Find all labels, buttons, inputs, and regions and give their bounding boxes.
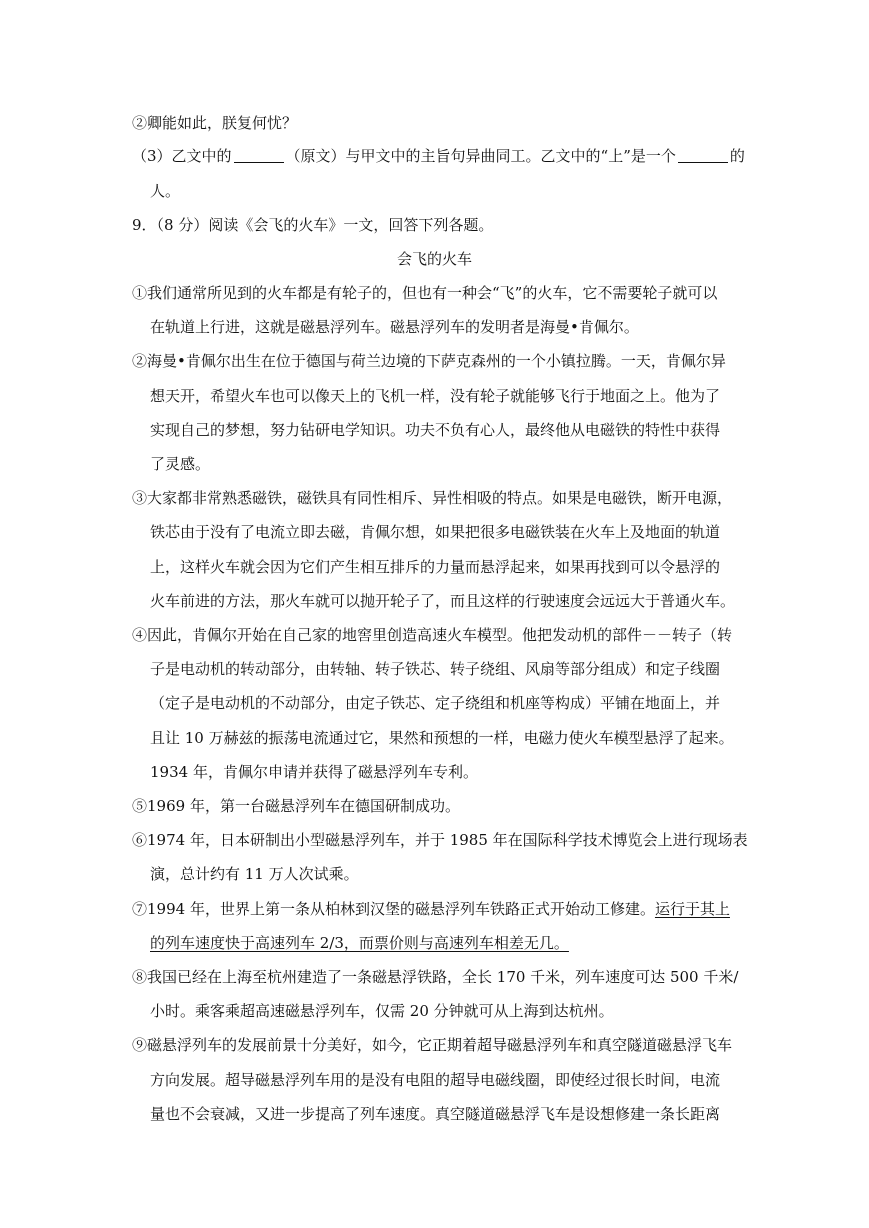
article-title: 会飞的火车 [396,250,472,268]
paragraph-4-line: 子是电动机的转动部分，由转轴、转子铁芯、转子绕组、风扇等部分组成）和定子线圈 [150,660,721,678]
paragraph-2-line: ②海曼•肯佩尔出生在位于德国与荷兰边境的下萨克森州的一个小镇拉腾。一天，肯佩尔异 [132,352,726,370]
q8-item-2: ②卿能如此，朕复何忧？ [132,114,298,132]
q8-3-text-3: 的 [729,147,745,165]
q8-question-3-cont: 人。 [150,182,181,200]
q9-intro: 9．（8 分）阅读《会飞的火车》一文，回答下列各题。 [132,216,494,234]
paragraph-8-line: 小时。乘客乘超高速磁悬浮列车，仅需 20 分钟就可从上海到达杭州。 [150,1002,614,1020]
q8-3-text-1: （3）乙文中的 [132,147,232,165]
paragraph-2-line: 想天开，希望火车也可以像天上的飞机一样，没有轮子就能够飞行于地面之上。他为了 [150,387,721,405]
paragraph-3-line: 上，这样火车就会因为它们产生相互排斥的力量而悬浮起来，如果再找到可以令悬浮的 [150,558,721,576]
answer-blank-1[interactable] [234,148,284,163]
paragraph-2-line: 了灵感。 [150,455,211,473]
paragraph-9-line: 量也不会衰减，又进一步提高了列车速度。真空隧道磁悬浮飞车是设想修建一条长距离 [150,1105,721,1123]
underlined-sentence-cont: 的列车速度快于高速列车 2/3，而票价则与高速列车相差无几。 [150,934,569,952]
underlined-sentence: 运行于其上 [654,900,730,918]
paragraph-4-line: （定子是电动机的不动部分，由定子铁芯、定子绕组和机座等构成）平铺在地面上，并 [150,694,721,712]
paragraph-6-line: 演，总计约有 11 万人次试乘。 [150,865,359,883]
paragraph-8-line: ⑧我国已经在上海至杭州建造了一条磁悬浮铁路，全长 170 千米，列车速度可达 500 千米/ [132,968,739,986]
paragraph-2-line: 实现自己的梦想，努力钻研电学知识。功夫不负有心人，最终他从电磁铁的特性中获得 [150,421,721,439]
q8-3-text-2: （原文）与甲文中的主旨句异曲同工。乙文中的“上”是一个 [285,147,676,165]
paragraph-3-line: 铁芯由于没有了电流立即去磁，肯佩尔想，如果把很多电磁铁装在火车上及地面的轨道 [150,523,721,541]
paragraph-7-line [132,899,730,919]
q8-question-3 [132,146,745,166]
paragraph-9-line: ⑨磁悬浮列车的发展前景十分美好，如今，它正期着超导磁悬浮列车和真空隧道磁悬浮飞车 [132,1036,733,1054]
paragraph-3-line: 火车前进的方法，那火车就可以抛开轮子了，而且这样的行驶速度会远远大于普通火车。 [150,592,736,610]
paragraph-7-text: ⑦1994 年，世界上第一条从柏林到汉堡的磁悬浮列车铁路正式开始动工修建。 [132,900,655,918]
paragraph-1-line: 在轨道上行进，这就是磁悬浮列车。磁悬浮列车的发明者是海曼•肯佩尔。 [150,318,639,336]
paragraph-5-line: ⑤1969 年，第一台磁悬浮列车在德国研制成功。 [132,797,460,815]
paragraph-4-line: 1934 年，肯佩尔申请并获得了磁悬浮列车专利。 [150,763,478,781]
answer-blank-2[interactable] [678,148,728,163]
paragraph-4-line: ④因此，肯佩尔开始在自己家的地窖里创造高速火车模型。他把发动机的部件－－转子（转 [132,626,733,644]
paragraph-9-line: 方向发展。超导磁悬浮列车用的是没有电阻的超导电磁线圈，即使经过很长时间，电流 [150,1071,721,1089]
paragraph-3-line: ③大家都非常熟悉磁铁，磁铁具有同性相斥、异性相吸的特点。如果是电磁铁，断开电源， [132,489,733,507]
paragraph-6-line: ⑥1974 年，日本研制出小型磁悬浮列车，并于 1985 年在国际科学技术博览会上进行现场表 [132,831,748,849]
paragraph-4-line: 且让 10 万赫兹的振荡电流通过它，果然和预想的一样，电磁力使火车模型悬浮了起来。 [150,729,734,747]
paragraph-1-line: ①我们通常所见到的火车都是有轮子的，但也有一种会“飞”的火车，它不需要轮子就可以 [132,284,718,302]
